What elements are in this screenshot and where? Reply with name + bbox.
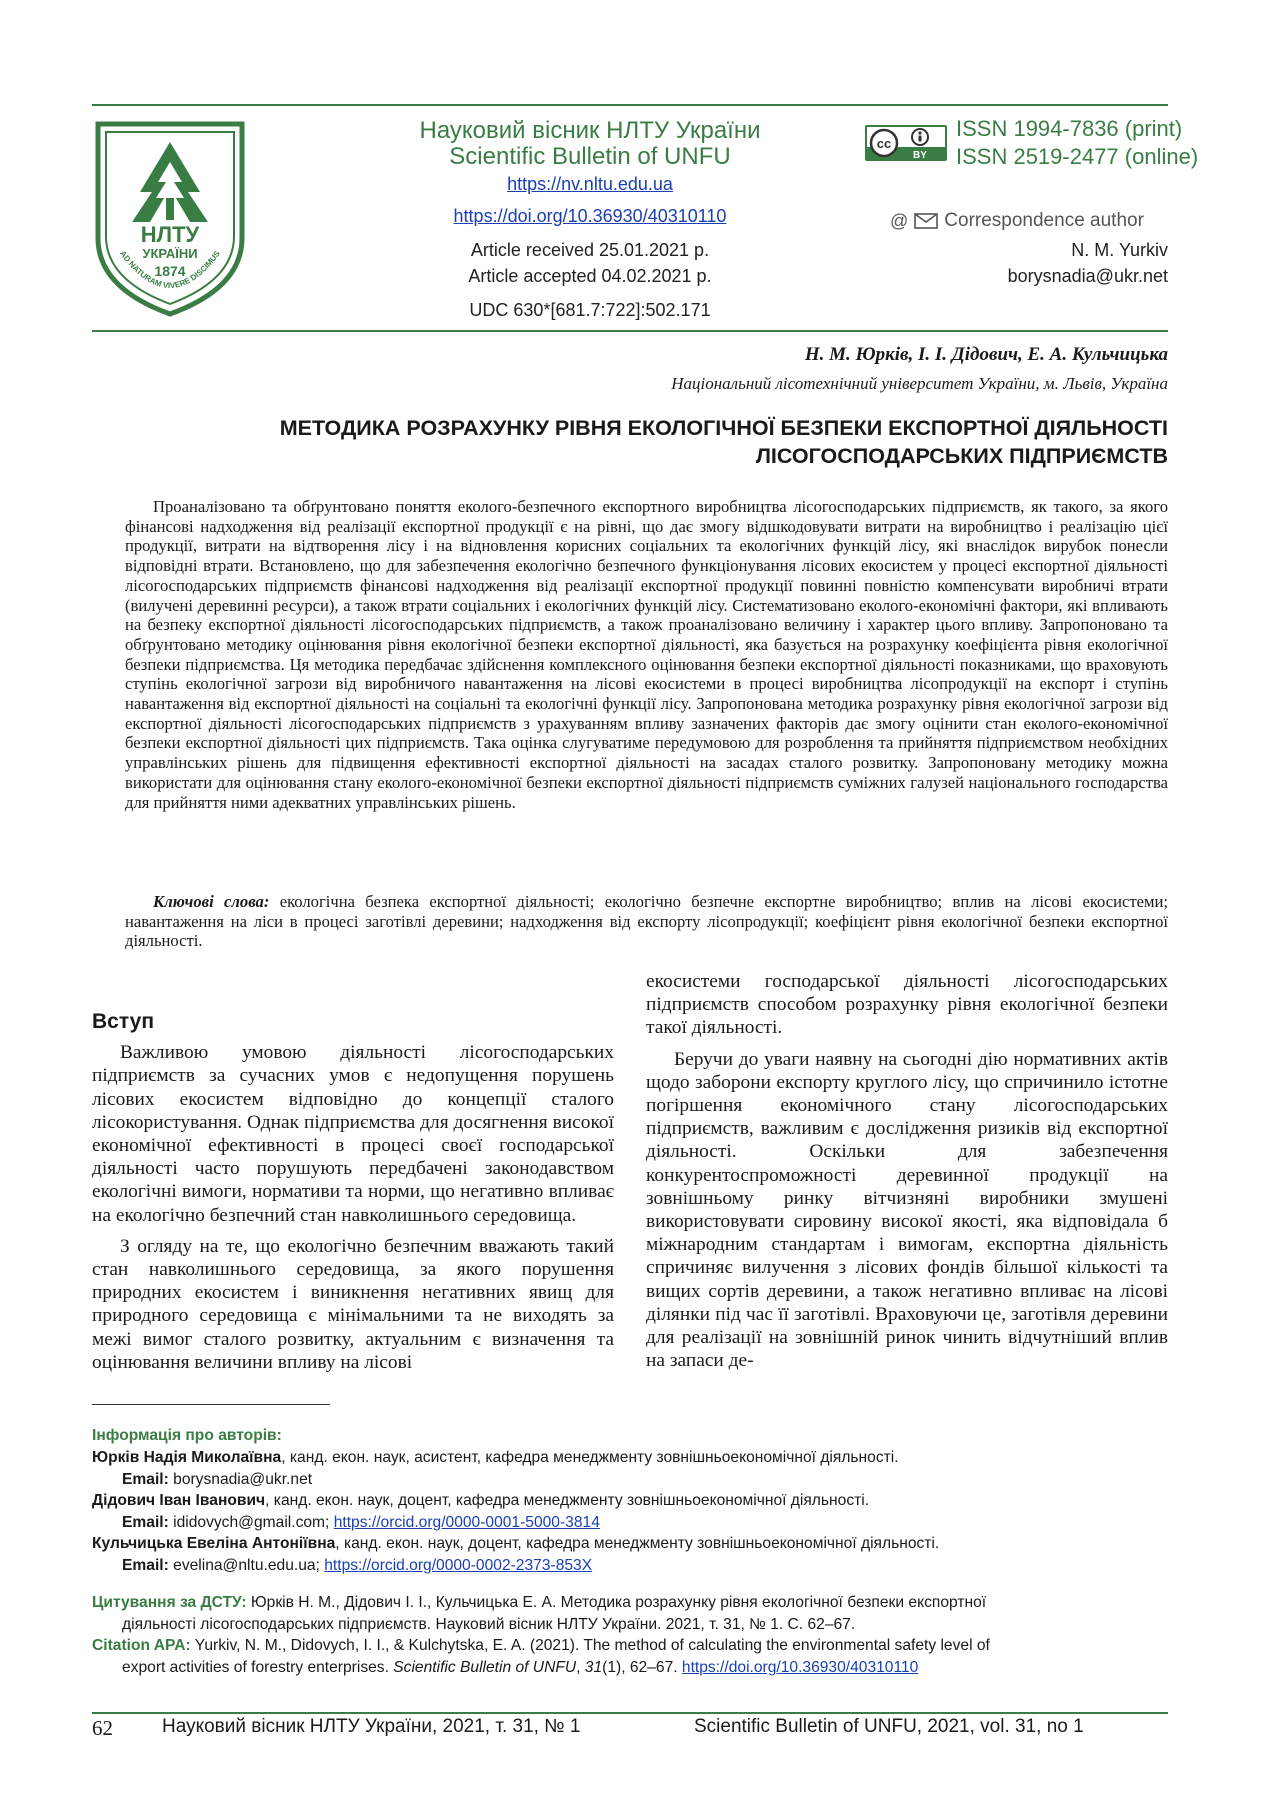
author-2-desc: , канд. екон. наук, доцент, кафедра менеджменту зовнішньоекономічної діяльності.	[265, 1492, 870, 1510]
citation-dstu	[92, 1592, 1168, 1614]
author-2-name: Дідович Іван Іванович	[92, 1492, 266, 1510]
citation-apa-volume: 31	[584, 1658, 603, 1676]
article-title-line-1: МЕТОДИКА РОЗРАХУНКУ РІВНЯ ЕКОЛОГІЧНОЇ БЕЗПЕКИ ЕКСПОРТНОЇ ДІЯЛЬНОСТІ	[279, 416, 1168, 440]
author-1-contacts	[92, 1469, 1168, 1491]
article-abstract: Проаналізовано та обґрунтовано поняття еколого-безпечного експортного виробництва лісогосподарських підприємств, як такого, за якого фінансові надходження від реалізації експортної продукції є на рівні, що дає змогу відшкодовувати витрати на виробництво і реалізацію цієї продукції, витрати на відтворення лісу і на відновлення корисних соціальних та екологічних функцій лісу, які внаслідок вирубок понесли відповідні втрати. Встановлено, що для забезпечення екологічно безпечного функціонування лісових екосистем у процесі експортної діяльності лісогосподарських підприємств фінансові надходження від реалізації експортної продукції повинні повністю компенсувати виробничі втрати (вилучені деревинні ресурси), а також втрати соціальних і екологічних функцій лісу. Систематизовано еколого-економічні фактори, які впливають на безпеку експортної діяльності лісогосподарських підприємств, а також проаналізовано величину і характер цього впливу. Запропоновано та обґрунтовано методику оцінювання рівня екологічної безпеки експортної діяльності, яка базується на розрахунку коефіцієнта рівня екологічної безпеки підприємства. Ця методика передбачає здійснення комплексного оцінювання безпеки експортної діяльності показниками, що враховують ступінь екологічної загрози від виробничого навантаження на лісові екосистеми в процесі виробництва лісопродукції на експорт і ступінь навантаження від експортної діяльності на соціальні та екологічні функції лісу. Запропонована методика розрахунку рівня екологічної загрози від експортної діяльності лісогосподарських підприємств з урахуванням впливу зазначених факторів дає змогу оцінити стан еколого-економічної безпеки експортної діяльності цих підприємств. Така оцінка слугуватиме передумовою для розроблення та прийняття підприємством необхідних управлінських рішень для підвищення ефективності експортної діяльності на засадах сталого розвитку. Запропоновану методику можна використати для оцінювання стану еколого-економічної безпеки експортної діяльності підприємств суміжних галузей національного господарства для прийняття ними адекватних управлінських рішень.	[125, 497, 1168, 812]
correspondence-email[interactable]: borysnadia@ukr.net	[1007, 266, 1168, 286]
footer-journal-en: Scientific Bulletin of UNFU, 2021, vol. 31, no 1	[694, 1716, 1084, 1737]
author-2-email-label: Email:	[122, 1513, 169, 1531]
cc-by-text: BY	[913, 150, 927, 161]
udc-code: UDC 630*[681.7:722]:502.171	[469, 300, 711, 320]
top-rule	[92, 104, 1168, 106]
citation-apa-text-1: Yurkiv, N. M., Didovych, I. I., & Kulchytska, E. A. (2021). The method of calculating the environmental safety level of	[190, 1637, 990, 1655]
citation-apa-text-2: export activities of forestry enterprises.	[122, 1658, 394, 1676]
author-3-orcid-link[interactable]: https://orcid.org/0000-0002-2373-853X	[324, 1556, 593, 1574]
intro-heading: Вступ	[92, 1010, 155, 1033]
author-3	[92, 1533, 1168, 1555]
author-3-email[interactable]: evelina@nltu.edu.ua;	[173, 1556, 320, 1574]
citation-apa-doi-link[interactable]: https://doi.org/10.36930/40310110	[681, 1658, 919, 1676]
citation-dstu-text-1: Юрків Н. М., Дідович І. І., Кульчицька Е. А. Методика розрахунку рівня екологічної безпеки експортної	[246, 1594, 987, 1611]
citation-apa-journal: Scientific Bulletin of UNFU	[393, 1658, 577, 1676]
cc-by-license-icon[interactable]	[864, 124, 948, 162]
footnote-rule	[92, 1404, 330, 1405]
author-1-email-label: Email:	[122, 1470, 169, 1488]
author-1-email[interactable]: borysnadia@ukr.net	[173, 1470, 313, 1488]
correspondence-row	[890, 210, 1144, 232]
right-column	[646, 970, 1168, 1380]
article-title-line-2: ЛІСОГОСПОДАРСЬКИХ ПІДПРИЄМСТВ	[755, 444, 1168, 468]
footer-rule	[92, 1712, 1168, 1714]
author-1-name: Юрків Надія Миколаївна	[92, 1449, 282, 1466]
journal-site-link[interactable]: https://nv.nltu.edu.ua	[507, 174, 673, 194]
author-3-email-label: Email:	[122, 1556, 169, 1574]
journal-title-ua: Науковий вісник НЛТУ України	[419, 117, 761, 144]
correspondence-label: Correspondence author	[944, 210, 1144, 231]
article-title	[92, 414, 1168, 470]
article-authors: Н. М. Юрків, І. І. Дідович, Е. А. Кульчицька	[804, 344, 1168, 365]
keywords-text: екологічна безпека експортної діяльності; екологічно безпечне експортне виробництво; вплив на лісові екосистеми; навантаження на ліси в процесі заготівлі деревини; надходження від експорту лісопродукції; коефіцієнт рівня екологічної безпеки експортної діяльності.	[125, 892, 1168, 951]
keywords-label: Ключові слова:	[153, 892, 270, 911]
citation-block	[92, 1592, 1168, 1678]
author-info-heading: Інформація про авторів:	[92, 1427, 282, 1444]
author-1	[92, 1447, 1168, 1469]
svg-text:cc: cc	[876, 136, 892, 151]
footer-journal-ua: Науковий вісник НЛТУ України, 2021, т. 31, № 1	[162, 1716, 581, 1737]
author-2-orcid-link[interactable]: https://orcid.org/0000-0001-5000-3814	[333, 1513, 600, 1531]
author-3-contacts	[92, 1555, 1168, 1577]
logo-motto-text: AD NATURAM VIVERE DISCIMUS	[118, 249, 222, 291]
nltu-logo	[90, 118, 250, 318]
author-info-list	[92, 1447, 1168, 1577]
citation-apa-sep: ,	[576, 1658, 585, 1676]
issn-print: ISSN 1994-7836 (print)	[956, 116, 1183, 141]
at-icon: @	[890, 210, 909, 231]
citation-apa-pages: (1), 62–67.	[602, 1658, 682, 1676]
article-keywords	[125, 892, 1168, 951]
citation-dstu-label: Цитування за ДСТУ:	[92, 1594, 247, 1611]
accepted-date: Article accepted 04.02.2021 р.	[468, 266, 712, 286]
author-3-desc: , канд. екон. наук, доцент, кафедра менеджменту зовнішньоекономічної діяльності.	[335, 1535, 940, 1553]
author-2-email[interactable]: ididovych@gmail.com;	[173, 1513, 330, 1531]
intro-paragraph-2: З огляду на те, що екологічно безпечним вважають такий стан навколишнього середовища, за якого порушення природних екосистем і виникнення негативних явищ для природного середовища є мінімальними та не виходять за межі вимог сталого розвитку, актуальним є визначення та оцінювання величини впливу на лісові	[92, 1235, 614, 1373]
issn-online: ISSN 2519-2477 (online)	[956, 144, 1199, 169]
citation-apa-label: Citation APA:	[92, 1637, 191, 1655]
intro-paragraph-2-continued: екосистеми господарської діяльності лісогосподарських підприємств способом розрахунку рівня екологічної безпеки такої діяльності.	[646, 971, 1168, 1039]
logo-year-text: 1874	[154, 263, 186, 279]
citation-apa	[92, 1635, 1168, 1657]
correspondence-name: N. M. Yurkiv	[1071, 240, 1168, 260]
received-date: Article received 25.01.2021 р.	[470, 240, 710, 260]
author-2	[92, 1490, 1168, 1512]
author-1-desc: , канд. екон. наук, асистент, кафедра менеджменту зовнішньоекономічної діяльності.	[281, 1449, 899, 1466]
intro-paragraph-1: Важливою умовою діяльності лісогосподарських підприємств за сучасних умов є недопущення порушень лісових екосистем відповідно до концепції сталого лісокористування. Однак підприємства для досягнення високої економічної ефективності в процесі своєї господарської діяльності часто порушують передбачені законодавством екологічні вимоги, нормативи та норми, що негативно впливає на екологічно безпечний стан навколишнього середовища.	[92, 1042, 614, 1226]
journal-title-en: Scientific Bulletin of UNFU	[449, 143, 731, 170]
citation-apa-line-2	[92, 1657, 1168, 1679]
envelope-icon	[914, 213, 938, 229]
author-3-name: Кульчицька Евеліна Антоніївна	[92, 1535, 336, 1553]
page-footer	[92, 1716, 1168, 1741]
page-number: 62	[92, 1716, 113, 1740]
citation-dstu-text-2: діяльності лісогосподарських підприємств. Науковий вісник НЛТУ України. 2021, т. 31, № 1. С. 62–67.	[122, 1615, 856, 1633]
intro-paragraph-3: Беручи до уваги наявну на сьогодні дію нормативних актів щодо заборони експорту круглого лісу, що спричинило істотне погіршення економічного стану лісогосподарських підприємств, важливим є дослідження ризиків від експортної діяльності. Оскільки для забезпечення конкурентоспроможності деревинної продукції на зовнішньому ринку вітчизняні виробники змушені використовувати сировину високої якості, яка відповідала б міжнародним стандартам і вимогам, експортна діяльність спричиняє вилучення з лісових фондів більшої кількості та вищих сортів деревини, а також негативно впливає на лісові ділянки під час її заготівлі. Враховуючи це, заготівля деревини для реалізації на зовнішній ринок чинить відчутніший вплив на запаси де-	[646, 1048, 1168, 1372]
left-column	[92, 1010, 614, 1382]
author-2-contacts	[92, 1512, 1168, 1534]
doi-link[interactable]: https://doi.org/10.36930/40310110	[453, 206, 727, 226]
logo-ukraine-text: УКРАЇНИ	[142, 246, 198, 261]
header-bottom-rule	[92, 330, 1168, 332]
article-affiliation: Національний лісотехнічний університет України, м. Львів, Україна	[671, 374, 1168, 393]
logo-nltu-text: НЛТУ	[140, 222, 200, 247]
